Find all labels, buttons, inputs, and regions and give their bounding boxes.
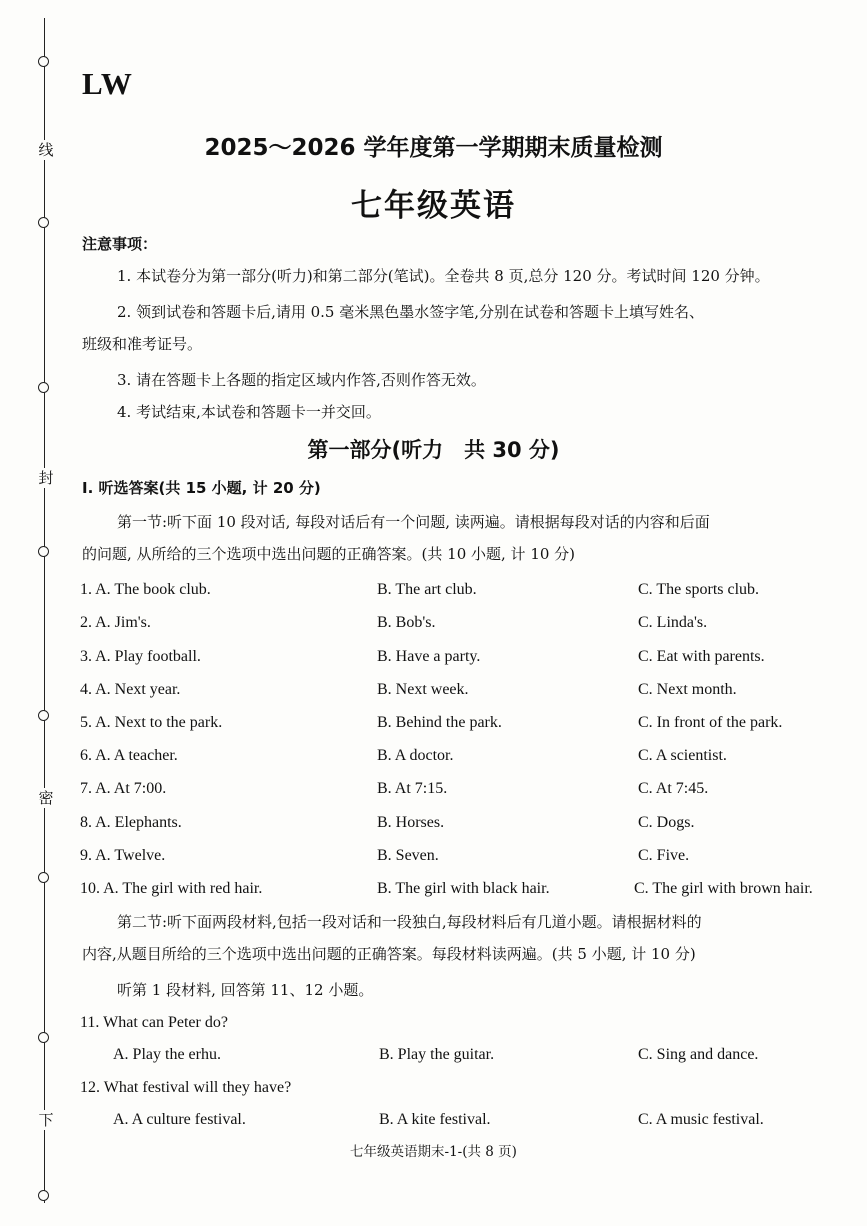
option-c: C. In front of the park.	[638, 714, 783, 731]
option-c: C. Eat with parents.	[638, 648, 765, 665]
part-title: 第一部分(听力 共 30 分)	[307, 438, 560, 462]
option-c: C. The girl with brown hair.	[634, 880, 813, 897]
paper-code: LW	[82, 66, 133, 101]
section-heading: Ⅰ. 听选答案(共 15 小题, 计 20 分)	[82, 479, 321, 497]
section-intro: 第一节:听下面 10 段对话, 每段对话后有一个问题, 读两遍。请根据每段对话的内容和后面	[117, 513, 710, 531]
binding-char: 线	[36, 140, 56, 160]
option-b: B. Next week.	[377, 681, 469, 698]
binding-circle	[38, 1032, 49, 1043]
section-intro: 第二节:听下面两段材料,包括一段对话和一段独白,每段材料后有几道小题。请根据材料的	[117, 913, 702, 931]
option-c: C. The sports club.	[638, 581, 760, 598]
option-c: C. Five.	[638, 847, 690, 864]
option-c: C. A scientist.	[638, 747, 727, 764]
option-b: B. A kite festival.	[379, 1111, 491, 1128]
option-a: 3. A. Play football.	[80, 648, 201, 665]
section-intro: 的问题, 从所给的三个选项中选出问题的正确答案。(共 10 小题, 计 10 分)	[82, 545, 576, 563]
option-c: C. At 7:45.	[638, 780, 709, 797]
option-b: B. Have a party.	[377, 648, 481, 665]
binding-circle	[38, 1190, 49, 1201]
option-c: C. Dogs.	[638, 814, 695, 831]
option-a: A. A culture festival.	[113, 1111, 246, 1128]
option-b: B. Seven.	[377, 847, 439, 864]
option-b: B. Horses.	[377, 814, 445, 831]
note-line: 1. 本试卷分为第一部分(听力)和第二部分(笔试)。全卷共 8 页,总分 120 分。考试时间 120 分钟。	[117, 267, 770, 285]
binding-char: 密	[36, 788, 56, 808]
note-line: 班级和准考证号。	[82, 335, 203, 353]
binding-circle	[38, 710, 49, 721]
question-stem: 12. What festival will they have?	[80, 1079, 292, 1096]
option-a: 6. A. A teacher.	[80, 747, 178, 764]
option-b: B. Behind the park.	[377, 714, 502, 731]
option-b: B. A doctor.	[377, 747, 454, 764]
option-a: 4. A. Next year.	[80, 681, 181, 698]
option-c: C. A music festival.	[638, 1111, 764, 1128]
option-a: 10. A. The girl with red hair.	[80, 880, 263, 897]
option-a: 9. A. Twelve.	[80, 847, 166, 864]
option-a: 2. A. Jim's.	[80, 614, 151, 631]
option-a: 1. A. The book club.	[80, 581, 211, 598]
subject-title: 七年级英语	[351, 188, 516, 224]
binding-circle	[38, 872, 49, 883]
option-a: 8. A. Elephants.	[80, 814, 182, 831]
option-b: B. At 7:15.	[377, 780, 448, 797]
page-footer: 七年级英语期末-1-(共 8 页)	[350, 1144, 517, 1160]
option-a: 7. A. At 7:00.	[80, 780, 167, 797]
option-a: 5. A. Next to the park.	[80, 714, 223, 731]
option-b: B. Play the guitar.	[379, 1046, 495, 1063]
option-c: C. Next month.	[638, 681, 737, 698]
option-c: C. Linda's.	[638, 614, 708, 631]
notes-heading: 注意事项：	[82, 235, 158, 253]
note-line: 4. 考试结束,本试卷和答题卡一并交回。	[117, 403, 381, 421]
option-c: C. Sing and dance.	[638, 1046, 759, 1063]
option-b: B. The art club.	[377, 581, 477, 598]
binding-char: 下	[36, 1110, 56, 1130]
option-b: B. The girl with black hair.	[377, 880, 550, 897]
binding-char: 封	[36, 468, 56, 488]
option-a: A. Play the erhu.	[113, 1046, 221, 1063]
note-line: 3. 请在答题卡上各题的指定区域内作答,否则作答无效。	[117, 371, 486, 389]
binding-circle	[38, 546, 49, 557]
note-line: 2. 领到试卷和答题卡后,请用 0.5 毫米黑色墨水签字笔,分别在试卷和答题卡上填写姓名、	[117, 303, 705, 321]
exam-title: 2025～2026 学年度第一学期期末质量检测	[204, 135, 663, 161]
question-stem: 11. What can Peter do?	[80, 1014, 228, 1031]
section-intro: 内容,从题目所给的三个选项中选出问题的正确答案。每段材料读两遍。(共 5 小题, 计 10 分)	[82, 945, 696, 963]
material-note: 听第 1 段材料, 回答第 11、12 小题。	[117, 981, 374, 999]
binding-circle	[38, 382, 49, 393]
binding-circle	[38, 56, 49, 67]
option-b: B. Bob's.	[377, 614, 436, 631]
